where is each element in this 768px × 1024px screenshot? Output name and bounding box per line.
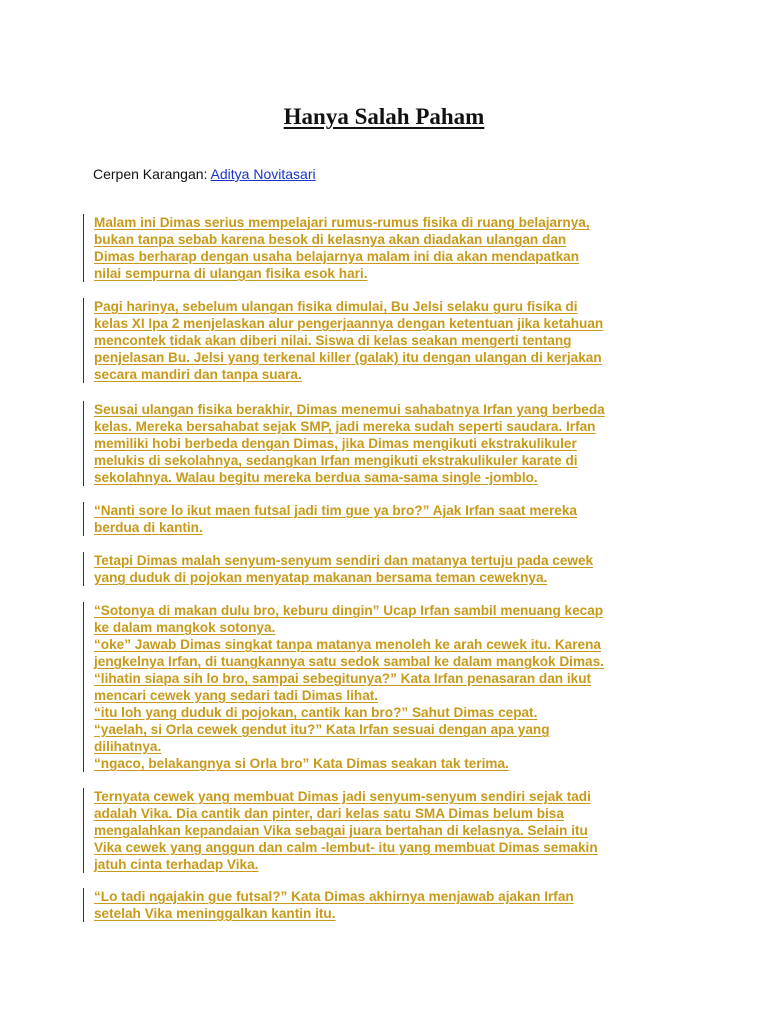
- paragraph-line: “lihatin siapa sih lo bro, sampai sebegitunya?” Kata Irfan penasaran dan ikut: [94, 671, 592, 686]
- paragraph-line: “itu loh yang duduk di pojokan, cantik kan bro?” Sahut Dimas cepat.: [94, 705, 538, 720]
- paragraph-line: “Sotonya di makan dulu bro, keburu dingin” Ucap Irfan sambil menuang kecap: [94, 603, 604, 618]
- paragraph-line: melukis di sekolahnya, sedangkan Irfan mengikuti ekstrakulikuler karate di: [94, 453, 578, 468]
- paragraph-line: kelas XI Ipa 2 menjelaskan alur pengerjaannya dengan ketentuan jika ketahuan: [94, 316, 604, 331]
- story-paragraph: [83, 552, 694, 586]
- paragraph-line: penjelasan Bu. Jelsi yang terkenal killer (galak) itu dengan ulangan di kerjakan: [94, 350, 602, 365]
- story-paragraph: [83, 888, 694, 922]
- paragraph-line: mencari cewek yang sedari tadi Dimas lihat.: [94, 688, 379, 703]
- story-paragraph: [83, 788, 694, 873]
- paragraph-line: yang duduk di pojokan menyatap makanan bersama teman ceweknya.: [94, 570, 548, 585]
- paragraph-line: “Nanti sore lo ikut maen futsal jadi tim gue ya bro?” Ajak Irfan saat mereka: [94, 503, 577, 518]
- document-title: Hanya Salah Paham: [283, 104, 485, 129]
- paragraph-line: “ngaco, belakangnya si Orla bro” Kata Dimas seakan tak terima.: [94, 756, 509, 771]
- paragraph-line: bukan tanpa sebab karena besok di kelasnya akan diadakan ulangan dan: [94, 232, 567, 247]
- paragraph-line: sekolahnya. Walau begitu mereka berdua sama-sama single -jomblo.: [94, 470, 538, 485]
- byline: [93, 166, 316, 182]
- story-paragraph: [83, 502, 694, 536]
- paragraph-line: mencontek tidak akan diberi nilai. Siswa di kelas seakan mengerti tentang: [94, 333, 572, 348]
- paragraph-line: “yaelah, si Orla cewek gendut itu?” Kata Irfan sesuai dengan apa yang: [94, 722, 550, 737]
- paragraph-line: berdua di kantin.: [94, 520, 203, 535]
- paragraph-line: Dimas berharap dengan usaha belajarnya malam ini dia akan mendapatkan: [94, 249, 580, 264]
- story-paragraph: [83, 602, 694, 772]
- paragraph-line: adalah Vika. Dia cantik dan pinter, dari kelas satu SMA Dimas belum bisa: [94, 806, 564, 821]
- paragraph-line: jatuh cinta terhadap Vika.: [94, 857, 259, 872]
- paragraph-line: mengalahkan kepandaian Vika sebagai juara bertahan di kelasnya. Selain itu: [94, 823, 588, 838]
- paragraph-line: secara mandiri dan tanpa suara.: [94, 367, 302, 382]
- paragraph-line: “Lo tadi ngajakin gue futsal?” Kata Dimas akhirnya menjawab ajakan Irfan: [94, 889, 574, 904]
- paragraph-line: kelas. Mereka bersahabat sejak SMP, jadi mereka sudah seperti saudara. Irfan: [94, 419, 596, 434]
- paragraph-line: Pagi harinya, sebelum ulangan fisika dimulai, Bu Jelsi selaku guru fisika di: [94, 299, 578, 314]
- paragraph-line: memiliki hobi berbeda dengan Dimas, jika Dimas mengikuti ekstrakulikuler: [94, 436, 577, 451]
- story-paragraph: [83, 298, 694, 383]
- story-paragraph: [83, 401, 694, 486]
- author-link[interactable]: Aditya Novitasari: [210, 166, 316, 182]
- paragraph-line: “oke” Jawab Dimas singkat tanpa matanya menoleh ke arah cewek itu. Karena: [94, 637, 601, 652]
- paragraph-line: dilihatnya.: [94, 739, 162, 754]
- paragraph-line: Malam ini Dimas serius mempelajari rumus-rumus fisika di ruang belajarnya,: [94, 215, 590, 230]
- paragraph-line: Seusai ulangan fisika berakhir, Dimas menemui sahabatnya Irfan yang berbeda: [94, 402, 605, 417]
- story-paragraph: [83, 214, 694, 282]
- byline-label: Cerpen Karangan:: [93, 166, 208, 182]
- paragraph-line: Tetapi Dimas malah senyum-senyum sendiri dan matanya tertuju pada cewek: [94, 553, 594, 568]
- paragraph-line: Ternyata cewek yang membuat Dimas jadi senyum-senyum sendiri sejak tadi: [94, 789, 591, 804]
- paragraph-line: jengkelnya Irfan, di tuangkannya satu sedok sambal ke dalam mangkok Dimas.: [94, 654, 604, 669]
- paragraph-line: Vika cewek yang anggun dan calm -lembut- itu yang membuat Dimas semakin: [94, 840, 598, 855]
- paragraph-line: setelah Vika meninggalkan kantin itu.: [94, 906, 336, 921]
- paragraph-line: ke dalam mangkok sotonya.: [94, 620, 276, 635]
- paragraph-line: nilai sempurna di ulangan fisika esok hari.: [94, 266, 368, 281]
